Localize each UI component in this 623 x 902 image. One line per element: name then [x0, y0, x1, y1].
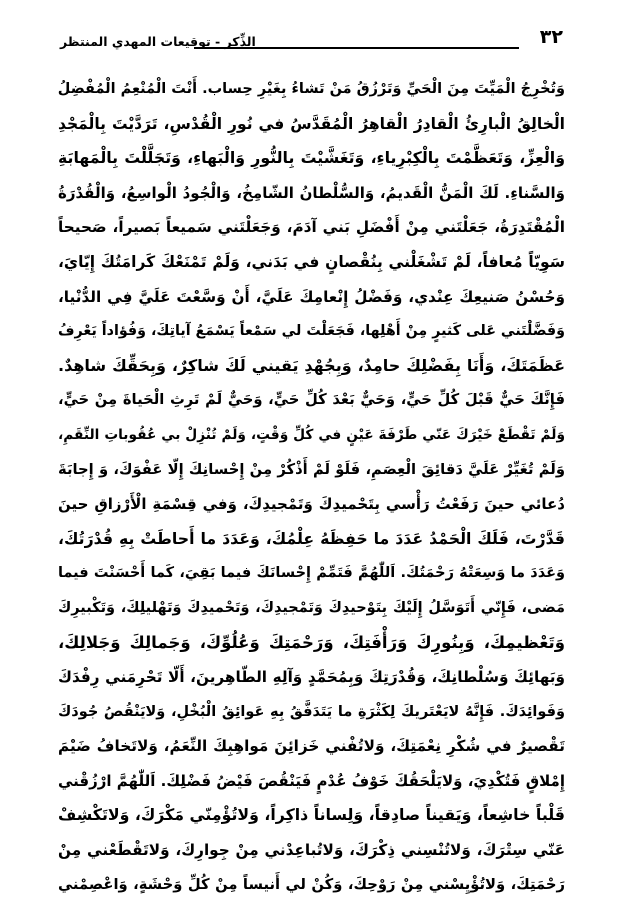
text-line: رَحْمَتِكَ، وَلاتُؤْيِسْني مِنْ رَوْحِكَ، وَكُنْ لي أَنيساً مِنْ كُلِّ وَحْشَةٍ، وَاعْصِمْني [58, 875, 565, 893]
running-title: الذِّكر - توقيعات المهدي المنتظر [60, 34, 256, 49]
text-line: سَوِيّاً مُعافاً، لَمْ تَشْغَلْني بِنُقْصانٍ في بَدَني، وَلَمْ تَمْنَعْكَ كَرامَتُكَ إِيّايَ، [58, 252, 565, 271]
text-line: عَظَمَتَكَ، وَأَنَا بِفَضْلِكَ حامِدٌ، وَبِجُهْدِ يَقيني لَكَ شاكِرٌ، وَبِحَقِّكَ شاهِدٌ. [58, 355, 565, 375]
text-line: فَإِنَّكَ حَيٌّ قَبْلَ كُلِّ حَيٍّ، وَحَيٌّ بَعْدَ كُلِّ حَيٍّ، وَحَيٌّ لَمْ تَرِثِ الْحَياةَ مِنْ حَيٍّ، [58, 391, 565, 409]
text-line: وَتَعْظيمِكَ، وَبِنُورِكَ وَرَأْفَتِكَ، وَرَحْمَتِكَ وَعُلُوِّكَ، وَجَمالِكَ وَجَلالِكَ، [58, 632, 565, 652]
text-line: عَنّي سِتْرَكَ، وَلاتُنْسِني ذِكْرَكَ، وَلاتُباعِدْني مِنْ جِوارِكَ، وَلاتَقْطَعْني مِنْ [58, 841, 565, 860]
text-line: وَتُخْرِجُ الْمَيِّتَ مِنَ الْحَيِّ وَتَرْزُقُ مَنْ تَشاءُ بِغَيْرِ حِساب. أَنْتَ الْمُنْعِمُ الْمُفْضِلُ [57, 81, 565, 97]
text-line: الْمُقْتَدِرَةُ، جَعَلْتَني مِنْ أَفْضَلِ بَني آدَمَ، وَجَعَلْتَني سَميعاً بَصيراً، صَحيحاً [58, 218, 565, 237]
text-line: وَفَضَّلْتَني عَلى كَثيرٍ مِنْ أَهْلِها، فَجَعَلْتَ لي سَمْعاً يَسْمَعُ آياتِكَ، وَفُؤاداً يَعْرِفُ [58, 323, 565, 340]
text-line: وَحُسْنُ صَنيعِكَ عِنْدي، وَفَضْلُ إِنْعامِكَ عَلَيَّ، أَنْ وَسَّعْتَ عَلَيَّ فِي الدُّنْيا، [58, 287, 565, 306]
page-number: ٣٢ [539, 26, 563, 48]
text-line: الْخالِقُ الْبارِئُ الْقادِرُ الْقاهِرُ الْمُقَدَّسُ في نُورِ الْقُدْسِ، تَرَدَّيْتَ بِالْمَجْدِ [58, 114, 565, 133]
text-line: دُعائي حينَ رَفَعْتُ رَأْسي بِتَحْميدِكَ وَتَمْجيدِكَ، وَفي قِسْمَةِ الْأَرْزاقِ حينَ [58, 495, 565, 514]
text-line: قَدَّرْتَ، فَلَكَ الْحَمْدُ عَدَدَ ما حَفِظَهُ عِلْمُكَ، وَعَدَدَ ما أَحاطَتْ بِهِ قُدْرَتُكَ، [58, 528, 565, 548]
text-line: قَلْباً خاشِعاً، وَيَقيناً صادِقاً، وَلِساناً ذاكِراً، وَلاتُؤْمِنّي مَكْرَكَ، وَلاتَكْشِفْ [58, 805, 565, 825]
text-line: تَقْصيرٌ في شُكْرِ نِعْمَتِكَ، وَلاتُفْني خَزائِنَ مَواهِبِكَ النِّعَمُ، وَلاتَخافُ ضَيْمَ [58, 737, 565, 756]
text-line: مَضى، فَإِنّي أَتَوَسَّلُ إِلَيْكَ بِتَوْحيدِكَ وَتَمْجيدِكَ، وَتَحْميدِكَ وَتَهْليلِكَ، وَتَكْبيرِكَ [58, 599, 565, 616]
running-header [60, 26, 563, 60]
text-line: وَفَوائِدَكَ. فَإِنَّهُ لايَعْتَريكَ لِكَثْرَةِ ما يَتَدَفَّقُ بِهِ عَوائِقُ الْبُخْلِ، وَلايَنْقُصُ جُودَكَ [58, 703, 565, 720]
text-line: إِمْلاقٍ فَتُكْدِيَ، وَلايَلْحَقُكَ خَوْفُ عُدْمٍ فَيَنْقُصَ فَيْضُ فَضْلِكَ. اَللّٰهُمَّ ارْزُقْني [58, 771, 565, 790]
body-text [57, 72, 565, 893]
text-line: وَالسَّناءِ. لَكَ الْمَنُّ الْقَديمُ، وَالسُّلْطانُ الشّامِخُ، وَالْجُودُ الْواسِعُ، وَالْقُدْرَةُ [58, 183, 565, 202]
text-line: وَبَهائِكَ وَسُلْطانِكَ، وَقُدْرَتِكَ وَبِمُحَمَّدٍ وَآلِهِ الطّاهِرينَ، أَلّا تَحْرِمَني رِفْدَكَ [58, 668, 565, 687]
text-line: وَالْعِزِّ، وَتَعَظَّمْتَ بِالْكِبْرِياءِ، وَتَغَشَّيْتَ بِالنُّورِ وَالْبَهاءِ، وَتَجَلَّلْتَ بِالْمَهابَةِ [58, 148, 565, 168]
text-line: وَلَمْ تَقْطَعْ خَيْرَكَ عَنّي طَرْفَةَ عَيْنٍ في كُلِّ وَقْتٍ، وَلَمْ تُنْزِلْ بي عُقُوباتِ النِّقَمِ، [58, 426, 565, 443]
text-line: وَعَدَدَ ما وَسِعَتْهُ رَحْمَتُكَ. اَللّٰهُمَّ فَتَمِّمْ إِحْسانَكَ فيما بَقِيَ، كَما أَحْسَنْتَ فيما [58, 565, 565, 582]
text-line: وَلَمْ تُغَيِّرْ عَلَيَّ دَقائِقَ الْعِصَمِ، فَلَوْ لَمْ أَذْكُرْ مِنْ إِحْسانِكَ إِلّا عَفْوَكَ، وَ إِجابَةَ [58, 460, 565, 478]
